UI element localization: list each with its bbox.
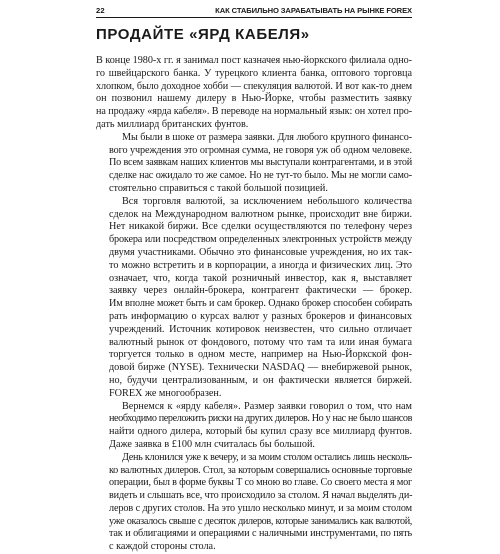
text-line: хлопком, было доходное хобби — спекуляция валютой. И вот как-то днем bbox=[96, 80, 412, 92]
text-line: дать миллиард британских фунтов. bbox=[96, 118, 249, 130]
header-rule bbox=[96, 17, 412, 18]
text-line: на продажу «ярда кабеля». В переводе на нормальный язык: он хотел про- bbox=[96, 106, 412, 118]
text-line: Мы были в шоке от размера заявки. Для любого крупного финансо- bbox=[122, 131, 412, 143]
text-line: Им вполне может быть и сам брокер. Однако брокер способен собирать bbox=[109, 298, 412, 310]
text-line: найти одного дилера, который бы купил сразу все миллиард фунтов. bbox=[109, 426, 412, 438]
chapter-title: ПРОДАЙТЕ «ЯРД КАБЕЛЯ» bbox=[96, 26, 310, 43]
text-line: По всем заявкам наших клиентов мы выступали контрагентами, и в этой bbox=[109, 157, 412, 169]
text-line: учреждений. Источник котировок неизвестен, что сильно отличает bbox=[109, 323, 412, 335]
text-line: заявку через онлайн-брокера, контрагент фактически — брокер. bbox=[109, 285, 412, 297]
body-text bbox=[96, 55, 412, 554]
text-line: рать информацию о курсах валют у разных брокеров и финансовых bbox=[109, 310, 412, 322]
text-line: Вся торговля валютой, за исключением небольшого количества bbox=[122, 195, 412, 207]
paragraph bbox=[96, 452, 412, 554]
text-line: так и облигациями и операциями с наличными инструментами, по пять bbox=[109, 528, 412, 540]
paragraph bbox=[96, 55, 412, 132]
text-line: FOREX же многообразен. bbox=[109, 387, 222, 399]
text-line: Вернемся к «ярду кабеля». Размер заявки говорил о том, что нам bbox=[122, 400, 412, 412]
text-line: но, будучи централизованным, и он фактически является биржей. bbox=[109, 374, 412, 386]
text-line: то можно встретить и в корпорации, а иногда и физических лиц. Это bbox=[109, 259, 412, 271]
page-number: 22 bbox=[96, 6, 105, 15]
text-line: с каждой стороны стола. bbox=[109, 541, 216, 553]
book-page bbox=[96, 0, 413, 553]
paragraph bbox=[96, 132, 412, 196]
paragraph bbox=[96, 401, 412, 452]
text-line: двумя участниками. Обычно это финансовые учреждения, но их так- bbox=[109, 246, 412, 258]
text-line: сделок на Международном валютном рынке, происходит вне биржи. bbox=[109, 208, 412, 220]
text-line: довой бирже (NYSE). Технически NASDAQ — внебиржевой рынок, bbox=[109, 362, 412, 374]
text-line: леров с других столов. На это ушло несколько минут, и за моим столом bbox=[109, 502, 412, 514]
text-line: ко валютных дилеров. Стол, за которым совершались основные торговые bbox=[109, 464, 412, 476]
text-line: уже оказалось свыше с десяток дилеров, которые занимались как валютой, bbox=[109, 515, 412, 527]
text-line: торгуется только в одном месте, например на Нью-Йоркской фон- bbox=[109, 349, 412, 361]
paragraph bbox=[96, 196, 412, 401]
text-line: Нет никакой биржи. Все сделки осуществляются по телефону через bbox=[109, 221, 412, 233]
text-line: День клонился уже к вечеру, и за моим столом остались лишь несколь- bbox=[122, 451, 412, 463]
text-line: операции, был в форме буквы Т со мною во главе. Со своего места я мог bbox=[109, 477, 412, 489]
text-line: го швейцарского банка. У турецкого клиента банка, оптового торговца bbox=[96, 67, 412, 79]
text-line: брокера или посредством определенных электронных устройств между bbox=[109, 234, 412, 246]
text-line: означает, что, когда такой розничный инвестор, как я, выставляет bbox=[109, 272, 412, 284]
text-line: В конце 1980-х гг. я занимал пост казначея нью-йоркского филиала одно- bbox=[96, 55, 412, 66]
text-line: необходимо переложить риски на других дилеров. Но у нас не было шансов bbox=[109, 413, 412, 425]
text-line: сделке нас ожидало то же самое. Но не тут-то было. Мы не могли само- bbox=[109, 170, 412, 182]
text-line: вого учреждения это огромная сумма, не говоря уж об одном человеке. bbox=[109, 144, 412, 156]
text-line: он позвонил нашему дилеру в Нью-Йорке, чтобы разместить заявку bbox=[96, 93, 412, 105]
text-line: видеть и слышать все, что происходило за столом. Я начал выделять ди- bbox=[109, 490, 413, 502]
text-line: валютный рынок от фондового, потому что там та или иная бумага bbox=[109, 336, 412, 348]
text-line: стоятельно справиться с такой большой позицией. bbox=[109, 182, 328, 194]
text-line: Даже заявка в £100 млн считалась бы большой. bbox=[109, 438, 315, 450]
running-title: КАК СТАБИЛЬНО ЗАРАБАТЫВАТЬ НА РЫНКЕ FOREX bbox=[215, 6, 412, 15]
